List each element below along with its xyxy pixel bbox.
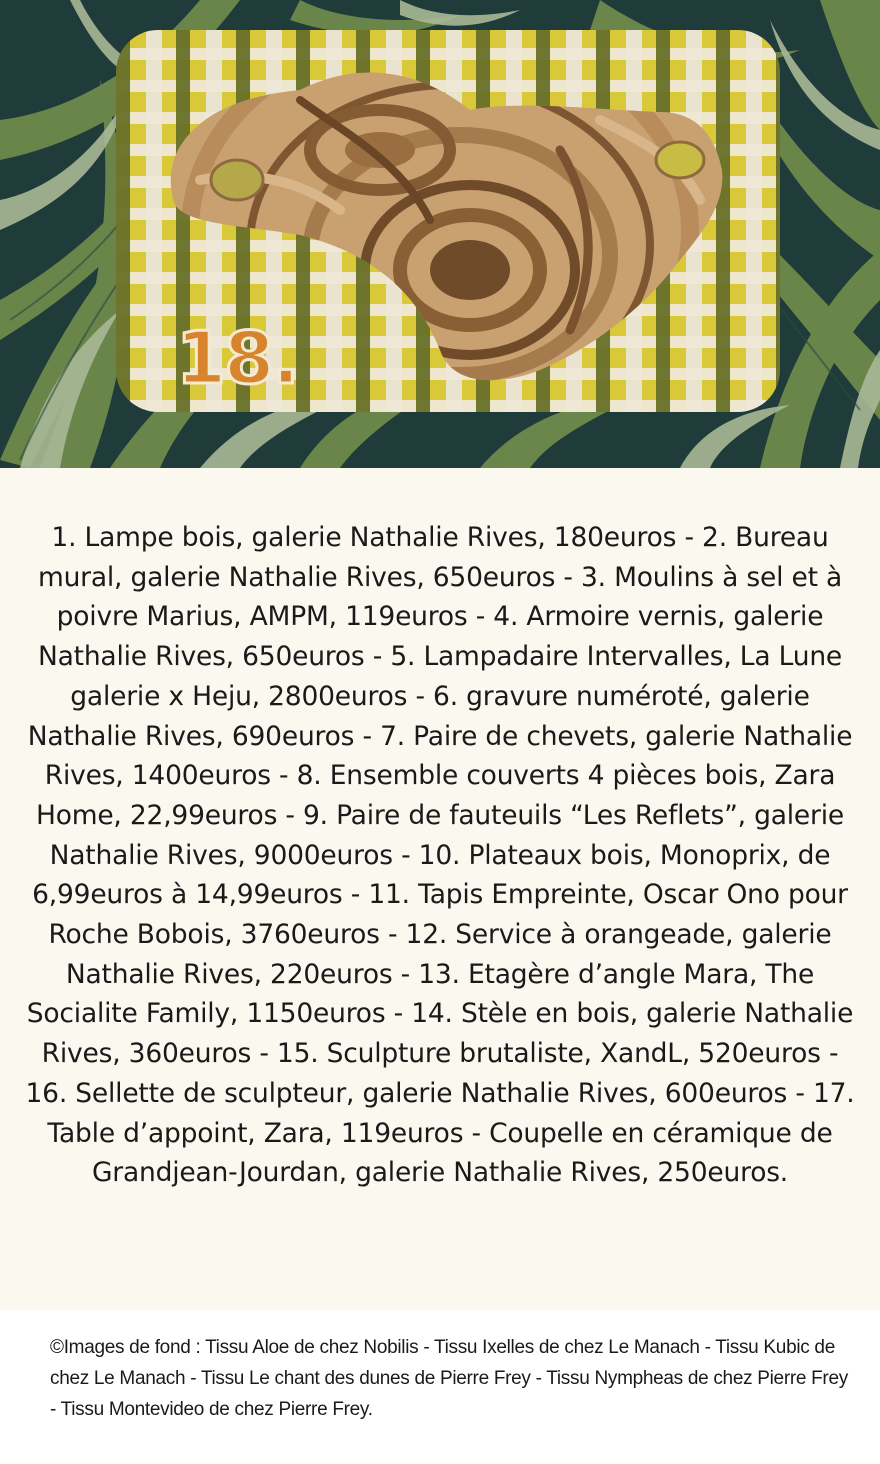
wooden-bowl-image — [0, 0, 880, 468]
product-list-text: 1. Lampe bois, galerie Nathalie Rives, 180euros - 2. Bureau mural, galerie Nathalie Rives, 650euros - 3. Moulins à sel et à poivre Marius, AMPM, 119euros - 4. Armoire vernis, galerie Nathalie Rives, 650euros - 5. Lampadaire Intervalles, La Lune galerie x Heju, 2800euros - 6. gravure numéroté, galerie Nathalie Rives, 690euros - 7. Paire de chevets, galerie Nathalie Rives, 1400euros - 8. Ensemble couverts 4 pièces bois, Zara Home, 22,99euros - 9. Paire de fauteuils “Les Reflets”, galerie Nathalie Rives, 9000euros - 10. Plateaux bois, Monoprix, de 6,99euros à 14,99euros - 11. Tapis Empreinte, Oscar Ono pour Roche Bobois, 3760euros - 12. Service à orangeade, galerie Nathalie Rives, 220euros - 13. Etagère d’angle Mara, The Socialite Family, 1150euros - 14. Stèle en bois, galerie Nathalie Rives, 360euros - 15. Sculpture brutaliste, XandL, 520euros - 16. Sellette de sculpteur, galerie Nathalie Rives, 600euros - 17. Table d’appoint, Zara, 119euros - Coupelle en céramique de Grandjean-Jourdan, galerie Nathalie Rives, 250euros. — [25, 522, 855, 1189]
hero-image — [0, 0, 880, 468]
credits-text: ©Images de fond : Tissu Aloe de chez Nobilis - Tissu Ixelles de chez Le Manach - Tissu Kubic de chez Le Manach - Tissu Le chant des dunes de Pierre Frey - Tissu Nympheas de chez Pierre Frey - Tissu Montevideo de chez Pierre Frey. — [50, 1337, 848, 1420]
credits-footer — [0, 1310, 880, 1464]
item-number: 18. — [176, 316, 298, 400]
